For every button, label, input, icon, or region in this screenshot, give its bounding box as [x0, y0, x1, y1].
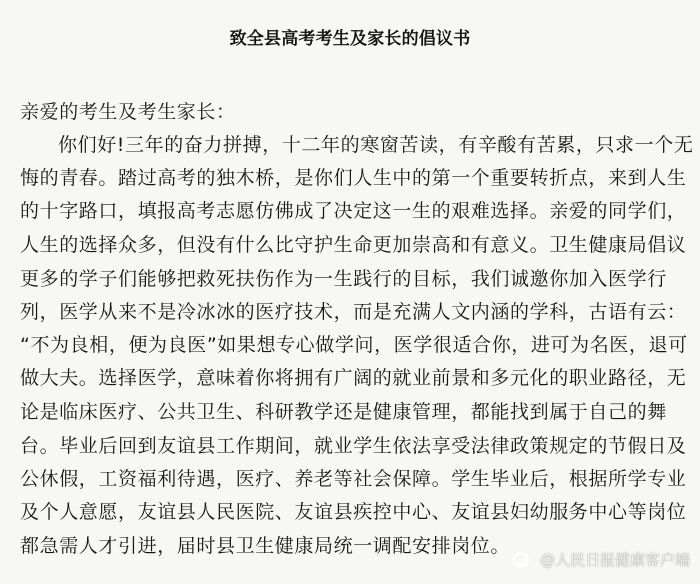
paragraph-line-9: 论是临床医疗、公共卫生、科研教学还是健康管理，都能找到属于自己的舞: [20, 401, 667, 423]
paragraph-line-7: “不为良相，便为良医”如果想专心做学问，医学很适合你，进可为名医，退可: [20, 334, 688, 356]
paragraph-line-4: 人生的选择众多，但没有什么比守护生命更加崇高和有意义。卫生健康局倡议: [20, 234, 687, 256]
paragraph-line-11: 公休假，工资福利待遇，医疗、养老等社会保障。学生毕业后，根据所学专业: [20, 468, 687, 490]
watermark-logo-icon: [513, 552, 529, 568]
paragraph-line-13: 都急需人才引进，届时县卫生健康局统一调配安排岗位。: [20, 535, 511, 557]
paragraph-line-6: 列，医学从来不是冷冰冰的医疗技术，而是充满人文内涵的学科，古语有云：: [20, 301, 687, 323]
paragraph-line-8: 做大夫。选择医学，意味着你将拥有广阔的就业前景和多元化的职业路径，无: [20, 367, 687, 389]
paragraph-line-12: 及个人意愿，友谊县人民医院、友谊县疾控中心、友谊县妇幼服务中心等岗位: [20, 501, 687, 523]
paragraph-line-3: 的十字路口，填报高考志愿仿佛成了决定这一生的艰难选择。亲爱的同学们，: [20, 200, 687, 222]
paragraph-line-2: 悔的青春。踏过高考的独木桥，是你们人生中的第一个重要转折点，来到人生: [20, 167, 687, 189]
paragraph-line-10: 台。毕业后回到友谊县工作期间，就业学生依法享受法律政策规定的节假日及: [20, 435, 687, 457]
paragraph-line-5: 更多的学子们能够把救死扶伤作为一生践行的目标，我们诚邀你加入医学行: [20, 268, 667, 290]
paragraph-line-1: 你们好!三年的奋力拼搏，十二年的寒窗苦读，有辛酸有苦累，只求一个无: [58, 134, 694, 156]
greeting-line: 亲爱的考生及考生家长：: [20, 101, 236, 123]
document-title: 致全县高考考生及家长的倡议书: [229, 29, 471, 49]
watermark-text: @人民日报健康客户端: [539, 551, 690, 569]
watermark: [513, 549, 690, 570]
